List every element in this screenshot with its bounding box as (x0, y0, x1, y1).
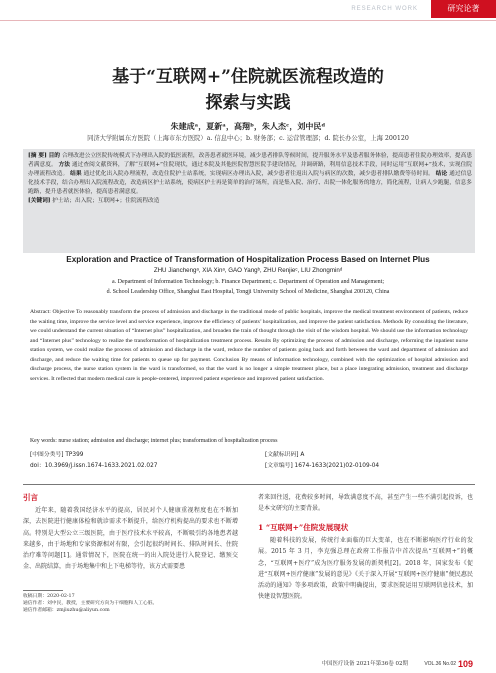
affiliation: 同济大学附属东方医院（上海市东方医院）a. 信息中心；b. 财务部；c. 运营管理部；d. 院长办公室，上海 200120 (87, 135, 409, 142)
keywords-en (30, 438, 468, 444)
abstract-cn (28, 152, 472, 206)
section-label-cn: 研究论著 (431, 0, 496, 18)
abstract-en-text: Objective To reasonably transform the process of admission and discharge in the traditional mode of public hospitals, improve the medical treatment environment of patients, reduce the waiting time, improve the service level and service experience, improve the efficiency of patients’ hospitalization, and improve the patient satisfaction. Methods By consulting the literature, we could understand the current situation of “Internet plus” hospitalization, and broaden the train of thought through the visit of the wisdom hospital. We should use the information technology and “Internet plus” technology to realize the transformation of hospitalization treatment process. Results By optimizing the process of admission and discharge, reforming the inpatient nurse station system, we could realize the process of admission and discharge in the ward, reduce the number of patients going back and forth between the ward and department of admission and discharge, and reduce the waiting time for patients to queue up for payment. Conclusion By means of information technology, combined with the optimization of hospital admission and discharge process, the nurse station system in the ward is transformed, so that the ward is no longer a simple treatment place, but a place integrating admission, treatment and discharge services. It reflected that modern medical care is people-centered, improved patient experience and improved patient satisfaction. (30, 309, 469, 382)
corresponding-author: 通信作者：刘中民，教授，主要研究方向为干细胞和人工心脏。 (23, 601, 158, 606)
abstract-cn-obj: 合理改进公立医院传统模式下办理出入院的低医流程，改善患者就医环境，减少患者排队等候时间，提升服务水平及患者服务体验，提高患者住院办理效率，提高患者满意度。 (28, 153, 473, 168)
article-number: [文章编号] 1674-1633(2021)02-0109-04 (265, 463, 380, 469)
page-number: 109 (457, 659, 473, 669)
footnote-divider (23, 590, 63, 591)
abstract-cn-result: 通过优化出入院办理流程，改造住院护士站系统，实现病区办理出入院，减少患者往返出入院与病区的次数，减少患者排队缴费等待时间。 (83, 171, 434, 177)
abstract-en-label: Abstract: (30, 309, 51, 315)
header-divider (0, 20, 496, 21)
keywords-en-label: Key words: (30, 438, 57, 444)
section-label-en: RESEARCH WORK (351, 6, 418, 12)
keywords-en-text: nurse station; admission and discharge; internet plus; transformation of hospitalization process (58, 438, 278, 444)
abstract-cn-conclusion-label: 结论 (435, 171, 448, 177)
section-1-paragraph: 随着科技的发展，传统行业面临的巨大变革，也在不断影响医疗行业的发展。2015 年 3 月，李克强总理在政府工作报告中首次提出“互联网+”的概念，“互联网+医疗”成为医疗服务发展的新契机[2]。2018 年，国家发布《促进“互联网+医疗健康”发展的意见》《关于深入开展“互联网+医疗健康”便民惠民活动的通知》等多项政策，政策中明确提出，要求医院运用互联网信息技术，加快建设智慧医院。 (258, 537, 473, 601)
journal-info: 中国医疗设备 2021年第36卷 02期 (321, 661, 408, 667)
abstract-cn-obj-label: 目的 (48, 153, 61, 159)
intro-heading: 引言 (23, 493, 38, 502)
keywords-cn: 护士站；出入院；互联网+；住院流程改造 (52, 198, 160, 204)
title-line-2: 探索与实践 (205, 93, 291, 113)
corresponding-email: 通信作者邮箱：zmjiuzhu@aliyun.com (23, 608, 110, 613)
abstract-cn-label: [摘 要] (28, 153, 47, 159)
keywords-cn-label: [关键词] (28, 198, 51, 204)
section-divider (23, 484, 475, 485)
doi: doi：10.3969/j.issn.1674-1633.2021.02.027 (30, 463, 158, 469)
affiliation-en-1: a. Department of Information Technology; b. Finance Department; c. Department of Operation and Management; (111, 279, 385, 285)
intro-paragraph: 近年来，随着我国经济水平的提高，居民对个人健康重视程度也在不断加深，去医院进行健康体检和就诊需求不断提升，给医疗机构提出的要求也不断增高。特别是大型公立三级医院，由于医疗技术水平较高，不断吸引约各地患者越来越多，由于场地和专家资源相对有限，会引起很约时间长、排队时间长、住院治疗难等问题[1]。通常情况下，医院在统一的出入院处进行入院登记、缴预交金、出院结算，由于场地集中和上下电梯等待，该方式需要患 (23, 507, 238, 571)
authors-en: ZHU Jianchengᵃ, XIA Xinᵃ, GAO Yangᵇ, ZHU Renjieᶜ, LIU Zhongminᵈ (153, 267, 343, 274)
abstract-en (30, 308, 468, 384)
abstract-cn-conclusion: 通过信息化技术手段，结合办理出入院流程改造，改造病区护士站系统，使病区护士再是简单的治疗场所，而是集入院、治疗、出院一体化服务的地方，简化流程，让病人少跑腿，信息多跑路，提升患者就医体验，提高患者满意度。 (28, 171, 473, 195)
title-line-1: 基于“互联网+”住院就医流程改造的 (112, 67, 384, 87)
abstract-cn-method: 通过查阅文献资料，了解“互联网+”住院现状，通过本院及其他医院智慧医院手建设情况，并调研路，利用信息技术手段，同时运用“互联网+”技术，实现住院办理流程改造。 (28, 162, 472, 177)
title-en: Exploration and Practice of Transformation of Hospitalization Process Based on Internet Plus (66, 255, 430, 264)
volume-info: VOL.36 No.02 (424, 661, 456, 667)
abstract-cn-result-label: 结果 (70, 171, 82, 177)
abstract-cn-method-label: 方法 (58, 162, 71, 168)
clc-number: [中图分类号] TP399 (30, 452, 84, 458)
authors: 朱建成ᵃ，夏新ᵃ，高翔ᵇ，朱人杰ᶜ，刘中民ᵈ (170, 121, 326, 131)
document-code: [文献标识码] A (265, 452, 305, 458)
body-paragraph-cont: 者来回往返，花费较多时间，导致满意度不高，甚至产生一些不满引起投诉，也是本文研究的主要背景。 (258, 494, 473, 513)
received-date: 收稿日期：2020-02-17 (23, 594, 75, 599)
affiliation-en-2: d. School Leadership Office, Shanghai East Hospital, Tongji University School of Medicine, Shanghai 200120, China (106, 289, 390, 295)
section-1-heading: 1 “互联网+”住院发展现状 (258, 523, 349, 532)
